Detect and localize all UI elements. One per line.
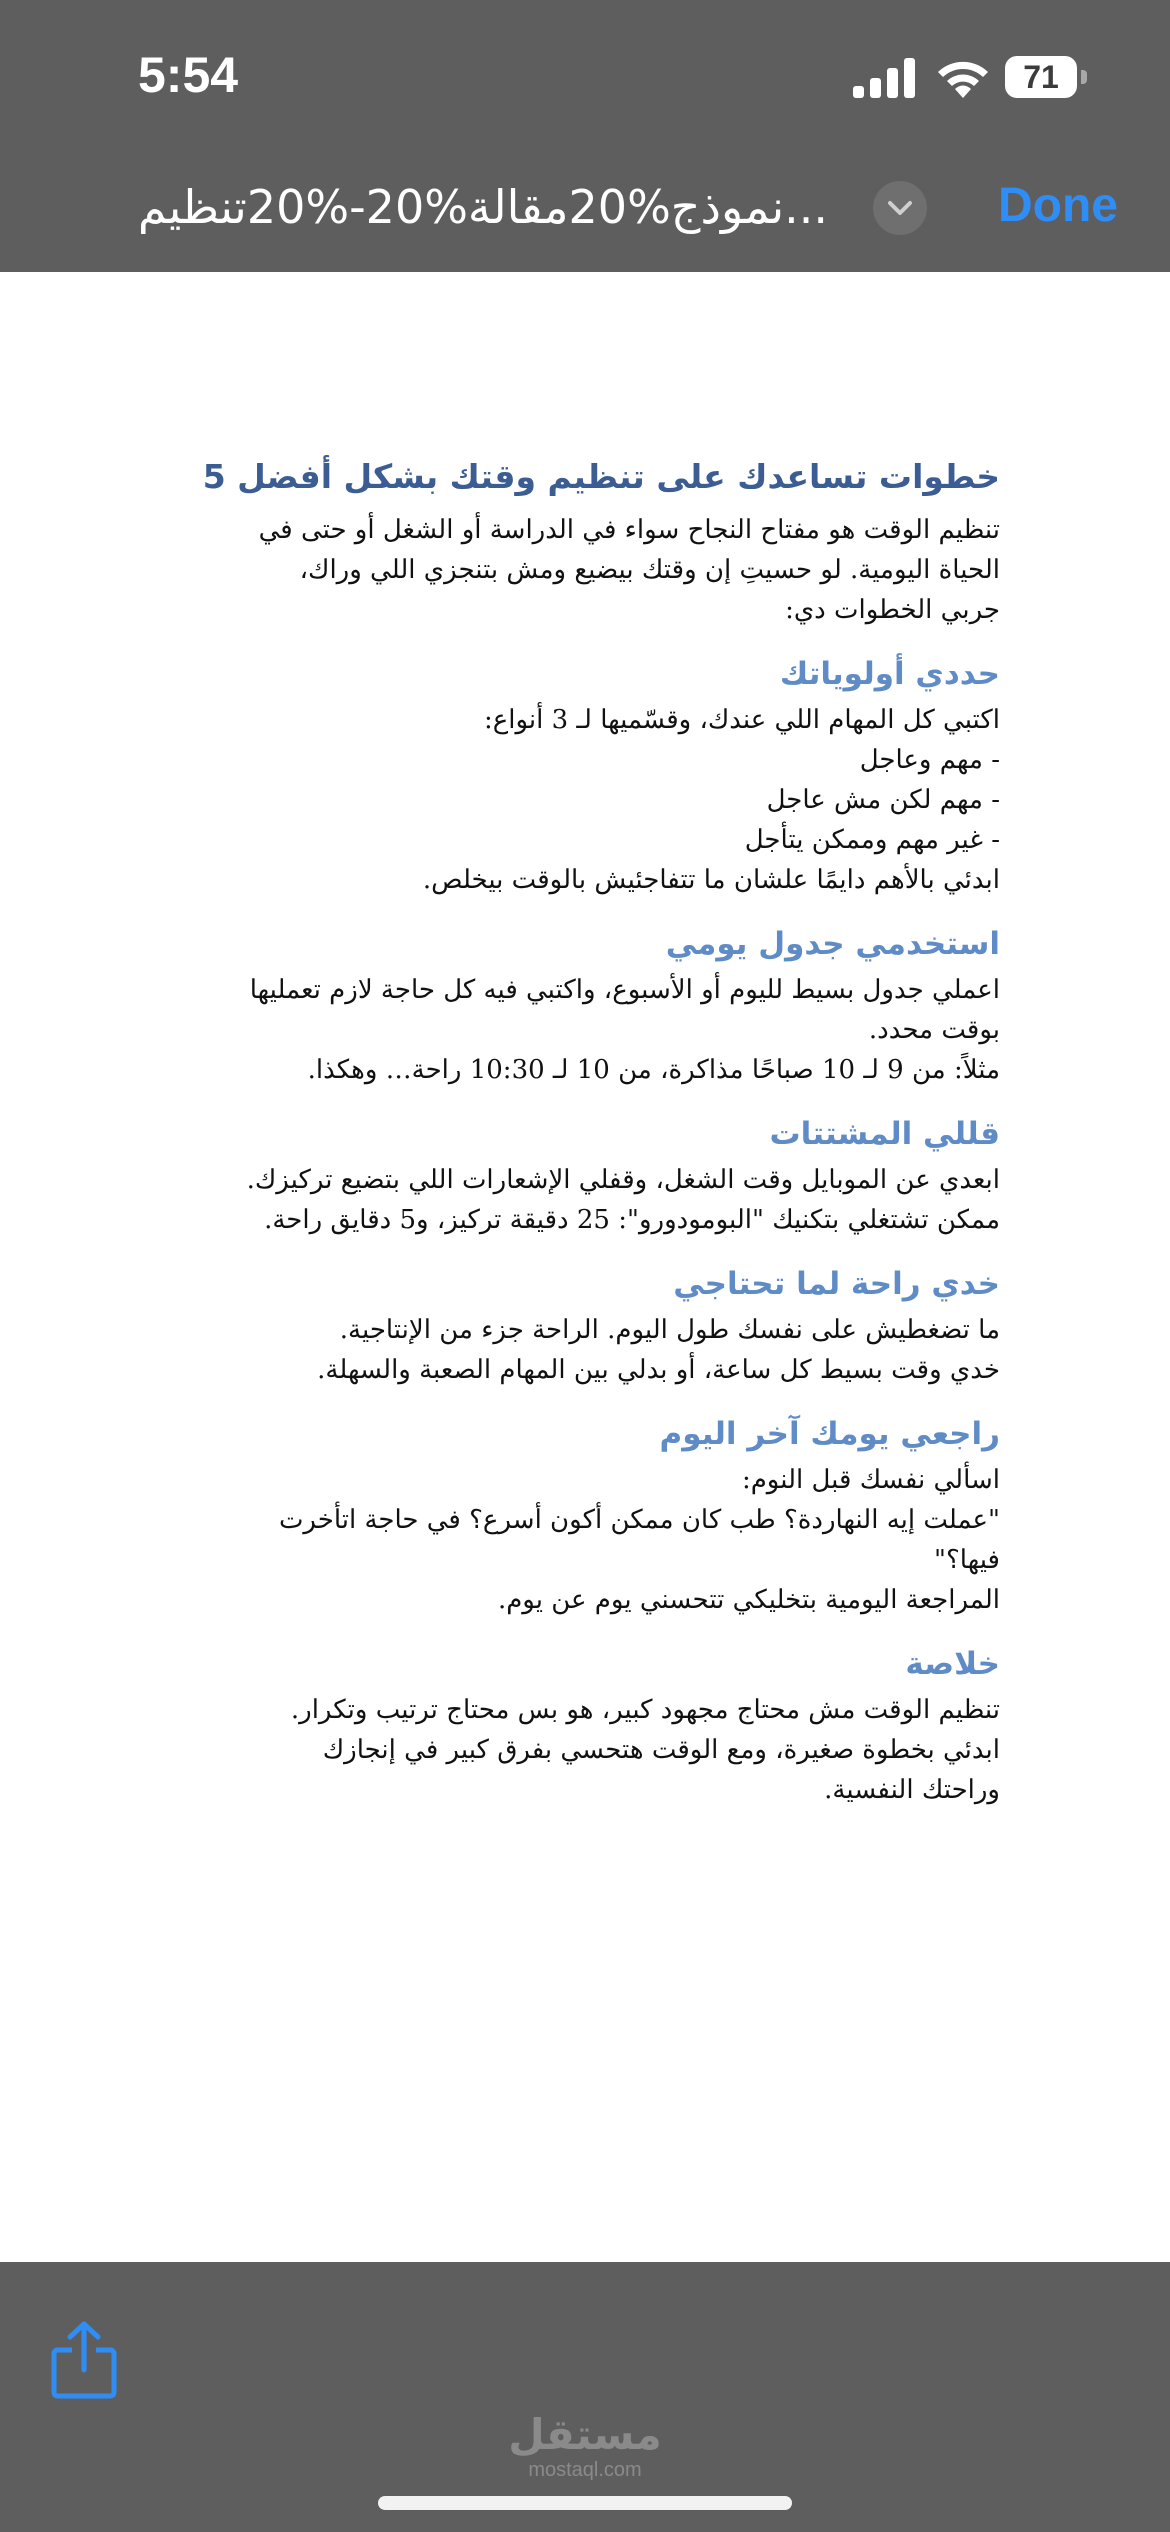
body-line: اسألي نفسك قبل النوم: <box>741 1465 1000 1495</box>
body-line: "عملت إيه النهاردة؟ طب كان ممكن أكون أسرع؟ في حاجة اتأخرت <box>278 1505 1000 1535</box>
battery-icon <box>1005 56 1089 100</box>
body-line: ما تضغطيش على نفسك طول اليوم. الراحة جزء من الإنتاجية. <box>339 1315 1000 1345</box>
watermark-logo <box>505 2412 665 2482</box>
status-bar <box>0 0 1170 150</box>
section-heading-distractions: قللي المشتتات <box>769 1116 1000 1152</box>
body-line: ابعدي عن الموبايل وقت الشغل، وقفلي الإشعارات اللي بتضيع تركيزك. <box>246 1165 1000 1195</box>
title-menu-button[interactable] <box>873 181 927 235</box>
article-title: خطوات تساعدك على تنظيم وقتك بشكل أفضل 5 <box>202 457 1000 496</box>
intro-line: تنظيم الوقت هو مفتاح النجاح سواء في الدراسة أو الشغل أو حتى في <box>258 515 1000 545</box>
section-body-distractions <box>170 1160 1000 1240</box>
section-heading-schedule: استخدمي جدول يومي <box>665 926 1000 962</box>
body-line: ابدئي بخطوة صغيرة، ومع الوقت هتحسي بفرق كبير في إنجازك <box>322 1735 1000 1765</box>
intro-line: الحياة اليومية. لو حسيتِ إن وقتك بيضيع ومش بتنجزي اللي وراك، <box>299 555 1000 585</box>
nav-bar <box>0 150 1170 272</box>
body-line: ابدئي بالأهم دايمًا علشان ما تتفاجئيش بالوقت بيخلص. <box>422 865 1000 895</box>
body-line: - غير مهم وممكن يتأجل <box>744 825 1000 855</box>
status-time: 5:54 <box>138 47 239 103</box>
section-heading-summary: خلاصة <box>905 1646 1000 1682</box>
battery-level: 71 <box>1023 59 1059 95</box>
chevron-down-icon <box>887 197 913 219</box>
body-line: مثلاً: من 9 لـ 10 صباحًا مذاكرة، من 10 لـ 10:30 راحة… وهكذا. <box>307 1055 1000 1085</box>
battery-cap <box>1081 70 1087 84</box>
body-line: بوقت محدد. <box>868 1015 1000 1045</box>
body-line: - مهم لكن مش عاجل <box>766 785 1000 815</box>
section-body-rest <box>170 1310 1000 1390</box>
watermark-sub: mostaql.com <box>528 2459 642 2481</box>
document-content <box>170 452 1000 1810</box>
share-icon[interactable] <box>50 2320 118 2400</box>
done-button[interactable]: Done <box>998 179 1118 232</box>
body-line: ممكن تشتغلي بتكنيك "البومودورو": 25 دقيقة تركيز، و5 دقايق راحة. <box>264 1205 1000 1235</box>
watermark-main: مستقل <box>508 2410 662 2459</box>
intro-paragraph <box>170 510 1000 630</box>
body-line: فيها؟" <box>934 1545 1000 1575</box>
body-line: تنظيم الوقت مش محتاج مجهود كبير، هو بس محتاج ترتيب وتكرار. <box>290 1695 1000 1725</box>
body-line: المراجعة اليومية بتخليكي تتحسني يوم عن يوم. <box>497 1585 1000 1615</box>
body-line: - مهم وعاجل <box>859 745 1000 775</box>
body-line: خدي وقت بسيط كل ساعة، أو بدلي بين المهام الصعبة والسهلة. <box>317 1355 1000 1385</box>
signal-icon <box>853 58 915 98</box>
bottom-toolbar <box>0 2282 1170 2532</box>
wifi-icon <box>935 54 991 98</box>
document-title[interactable]: نموذج%20مقالة%20-%20تنظيم... <box>137 180 828 234</box>
document-page[interactable] <box>0 272 1170 2262</box>
body-line: اكتبي كل المهام اللي عندك، وقسّميها لـ 3 أنواع: <box>483 705 1000 735</box>
section-body-summary <box>170 1690 1000 1810</box>
section-body-review <box>170 1460 1000 1620</box>
body-line: وراحتك النفسية. <box>824 1775 1000 1805</box>
body-line: اعملي جدول بسيط لليوم أو الأسبوع، واكتبي فيه كل حاجة لازم تعمليها <box>249 975 1000 1005</box>
home-indicator[interactable] <box>378 2496 792 2510</box>
section-heading-review: راجعي يومك آخر اليوم <box>659 1416 1000 1452</box>
intro-line: جربي الخطوات دي: <box>785 595 1000 625</box>
section-heading-rest: خدي راحة لما تحتاجي <box>673 1266 1000 1302</box>
section-body-priorities <box>170 700 1000 900</box>
section-body-schedule <box>170 970 1000 1090</box>
section-heading-priorities: حددي أولوياتك <box>779 656 1000 692</box>
